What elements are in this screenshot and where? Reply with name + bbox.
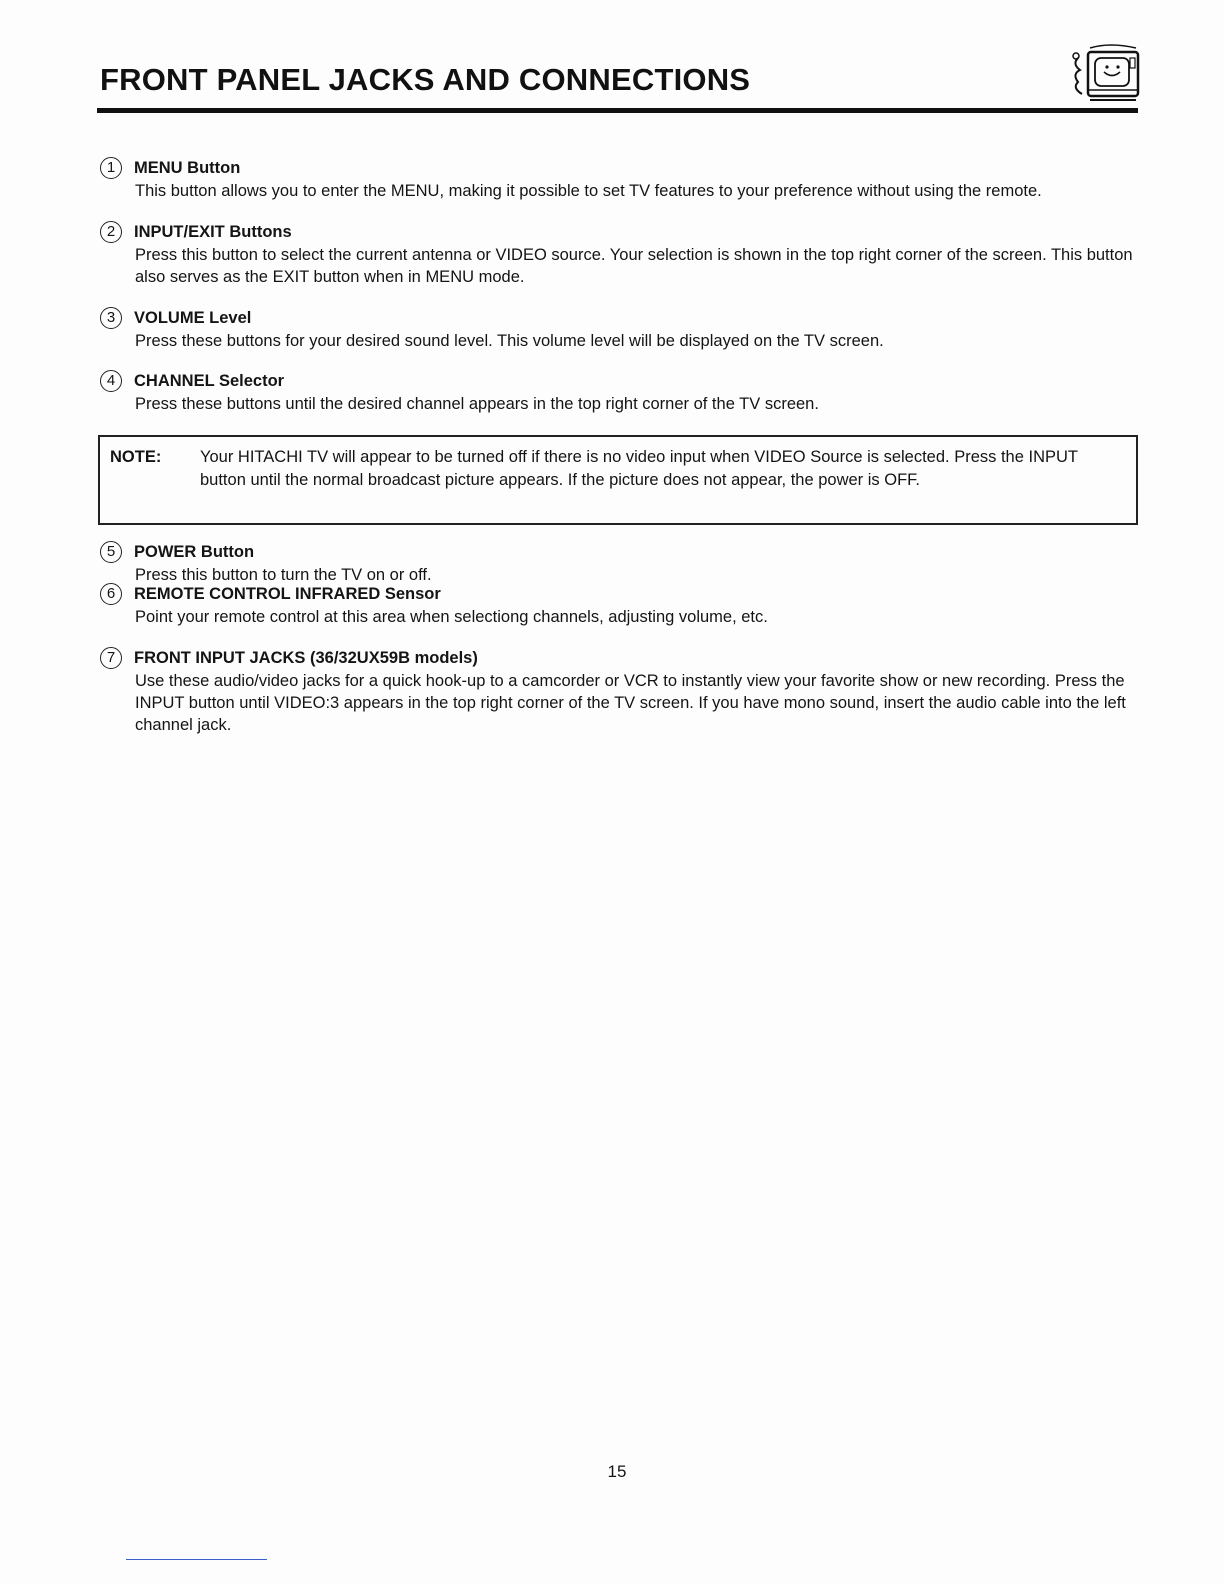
item-number-badge: 7 <box>100 647 122 669</box>
item-title: MENU Button <box>134 158 241 177</box>
item-number-badge: 6 <box>100 583 122 605</box>
tv-mascot-icon <box>1064 44 1140 104</box>
item-front-input-jacks <box>100 646 1140 736</box>
item-description: Press these buttons for your desired sound level. This volume level will be displayed on the TV screen. <box>135 332 884 350</box>
item-input-exit-buttons <box>100 220 1140 288</box>
note-box <box>98 435 1138 525</box>
page-title: FRONT PANEL JACKS AND CONNECTIONS <box>100 62 751 97</box>
item-number-badge: 1 <box>100 157 122 179</box>
item-description: Point your remote control at this area when selectiong channels, adjusting volume, etc. <box>135 608 768 626</box>
item-description: This button allows you to enter the MENU, making it possible to set TV features to your preference without using the remote. <box>135 182 1042 200</box>
item-number-badge: 4 <box>100 370 122 392</box>
item-title: INPUT/EXIT Buttons <box>134 222 292 241</box>
note-label: NOTE: <box>110 448 162 466</box>
item-menu-button <box>100 156 1140 202</box>
page-number: 15 <box>607 1462 627 1481</box>
item-number-badge: 2 <box>100 221 122 243</box>
item-number-badge: 3 <box>100 307 122 329</box>
item-description: Use these audio/video jacks for a quick hook-up to a camcorder or VCR to instantly view your favorite show or new recording. Press the INPUT button until VIDEO:3 appears in the top right corner of the TV screen. If you have mono sound, insert the audio cable into the left channel jack. <box>135 672 1126 734</box>
item-title: POWER Button <box>134 542 255 561</box>
item-description: Press this button to turn the TV on or off. <box>135 566 432 584</box>
item-remote-sensor <box>100 582 1140 628</box>
footer-divider <box>126 1559 267 1560</box>
title-divider <box>97 108 1138 113</box>
item-number-badge: 5 <box>100 541 122 563</box>
item-volume-level <box>100 306 1140 352</box>
item-description: Press this button to select the current antenna or VIDEO source. Your selection is shown in the top right corner of the screen. This button also serves as the EXIT button when in MENU mode. <box>135 246 1133 286</box>
item-channel-selector <box>100 369 1140 415</box>
item-description: Press these buttons until the desired channel appears in the top right corner of the TV screen. <box>135 395 819 413</box>
item-title: CHANNEL Selector <box>134 371 285 390</box>
item-title: REMOTE CONTROL INFRARED Sensor <box>134 584 441 603</box>
item-title: VOLUME Level <box>134 308 252 327</box>
item-power-button <box>100 540 1140 586</box>
note-text: Your HITACHI TV will appear to be turned off if there is no video input when VIDEO Source is selected. Press the INPUT button until the normal broadcast picture appears. If the picture does not appear, the power is OFF. <box>200 448 1078 489</box>
item-title: FRONT INPUT JACKS (36/32UX59B models) <box>134 648 478 667</box>
